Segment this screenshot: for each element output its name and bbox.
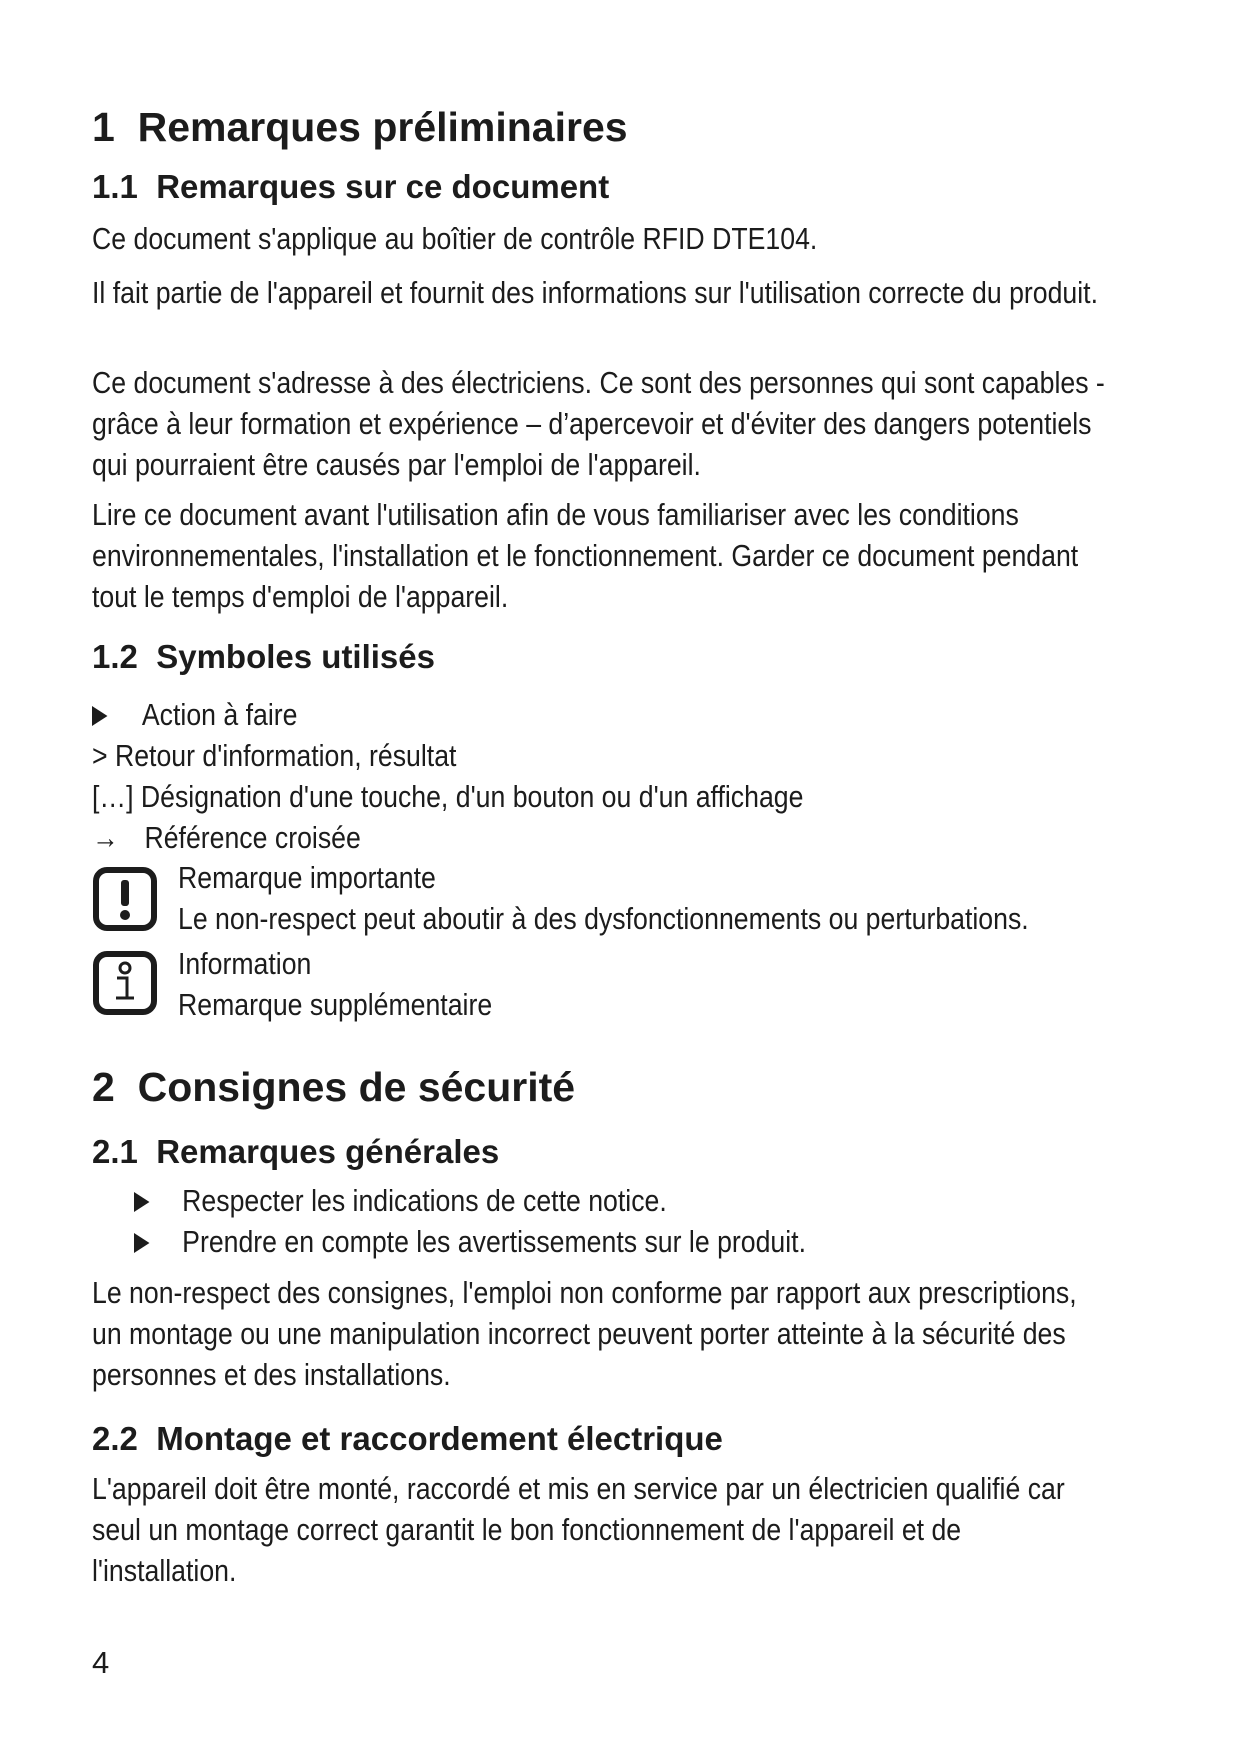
section-title: Consignes de sécurité	[137, 1064, 576, 1110]
section-title: Remarques sur ce document	[156, 168, 610, 205]
triangle-bullet-icon	[134, 1192, 149, 1212]
bullet-item	[134, 1180, 667, 1221]
page-number: 4	[92, 1645, 110, 1680]
paragraph: Ce document s'adresse à des électriciens. Ce sont des personnes qui sont capables - grâce à leur formation et expérience – d’apercevoir et d'éviter des dangers potentiels qui pourraient être causés par l'emploi de l'appareil.	[92, 365, 1105, 482]
section-title: Remarques préliminaires	[137, 104, 628, 150]
paragraph: Il fait partie de l'appareil et fournit des informations sur l'utilisation correcte du produit.	[92, 275, 1098, 310]
section-1-1-heading	[92, 168, 609, 206]
section-1-heading	[92, 104, 628, 151]
section-2-heading	[92, 1064, 575, 1111]
symbol-result-row: > Retour d'information, résultat	[92, 738, 457, 773]
bullet-item	[134, 1221, 806, 1262]
section-title: Symboles utilisés	[156, 638, 435, 675]
triangle-bullet-icon	[134, 1233, 149, 1253]
paragraph: Ce document s'applique au boîtier de contrôle RFID DTE104.	[92, 221, 818, 256]
paragraph: L'appareil doit être monté, raccordé et mis en service par un électricien qualifié car seul un montage correct garantit le bon fonctionnement de l'appareil et de l'installation.	[92, 1471, 1065, 1588]
important-text: Le non-respect peut aboutir à des dysfonctionnements ou perturbations.	[178, 901, 1029, 936]
section-number: 1.2	[92, 638, 138, 675]
section-number: 2.2	[92, 1420, 138, 1457]
section-1-2-heading	[92, 638, 435, 676]
section-2-1-heading	[92, 1133, 499, 1171]
symbol-action-label: Action à faire	[141, 697, 298, 732]
symbol-action-row	[92, 694, 297, 735]
info-text: Remarque supplémentaire	[178, 987, 493, 1022]
triangle-bullet-icon	[92, 706, 107, 726]
bullet-text: Respecter les indications de cette notice.	[182, 1183, 667, 1218]
symbol-crossref-row	[92, 817, 361, 858]
section-number: 1.1	[92, 168, 138, 205]
info-title: Information	[178, 946, 312, 981]
symbol-crossref-label: Référence croisée	[144, 820, 361, 855]
section-number: 2	[92, 1064, 115, 1110]
arrow-right-icon: →	[92, 820, 119, 855]
important-title: Remarque importante	[178, 860, 436, 895]
section-title: Montage et raccordement électrique	[156, 1420, 723, 1457]
symbol-designation-row: […] Désignation d'une touche, d'un bouton ou d'un affichage	[92, 779, 804, 814]
section-number: 1	[92, 104, 115, 150]
paragraph: Lire ce document avant l'utilisation afin de vous familiariser avec les conditions environnementales, l'installation et le fonctionnement. Garder ce document pendant tout le temps d'emploi de l'appareil.	[92, 497, 1079, 614]
exclamation-box-icon	[92, 866, 158, 932]
section-number: 2.1	[92, 1133, 138, 1170]
section-title: Remarques générales	[156, 1133, 500, 1170]
info-box-icon	[92, 950, 158, 1016]
bullet-text: Prendre en compte les avertissements sur le produit.	[182, 1224, 807, 1259]
paragraph: Le non-respect des consignes, l'emploi non conforme par rapport aux prescriptions, un montage ou une manipulation incorrect peuvent porter atteinte à la sécurité des personnes et des installations.	[92, 1275, 1077, 1392]
section-2-2-heading	[92, 1420, 723, 1458]
